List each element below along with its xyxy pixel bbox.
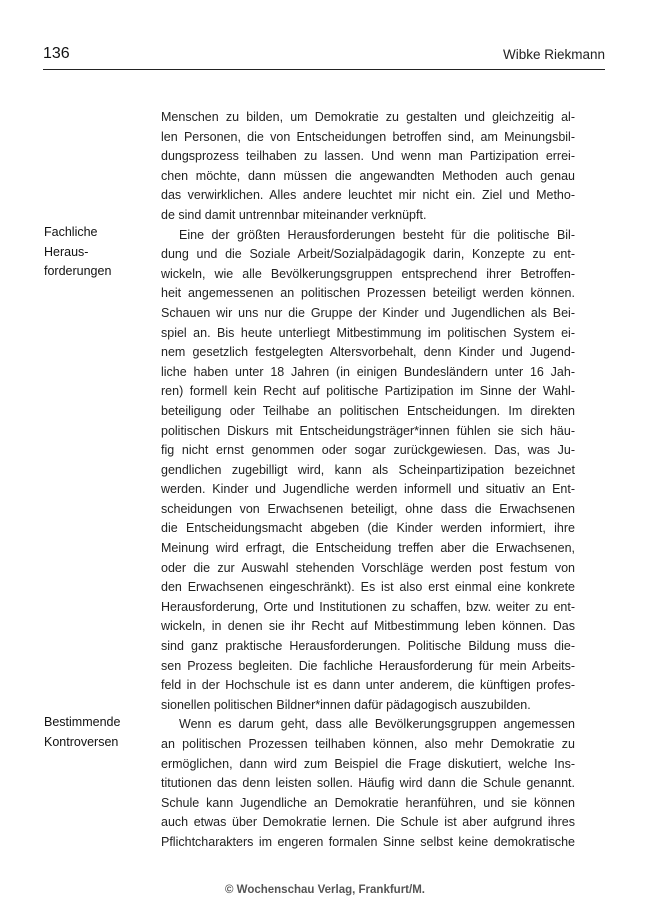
text-line: werden. Kinder und Jugendliche werden informell und situativ an Ent- (161, 482, 575, 497)
text-line: scheidungen von Erwachsenen beteiligt, ohne dass die Erwachsenen (161, 501, 575, 516)
text-line: Menschen zu bilden, um Demokratie zu gestalten und gleichzeitig al- (161, 110, 575, 124)
text-line: das verwirklichen. Alles andere leuchtet mir nicht ein. Ziel und Metho- (161, 188, 575, 203)
margin-note-line: Bestimmende (44, 715, 121, 729)
text-line: Herausforderung, Orte und Institutionen zu schaffen, bzw. weiter zu ent- (161, 599, 575, 614)
text-line: ren) formell kein Recht auf politische Partizipation im Sinne der Wahl- (161, 384, 575, 399)
text-line: gendlichen zugebilligt wird, kann als Scheinpartizipation bezeichnet (161, 462, 575, 477)
text-line: Schauen wir uns nur die Gruppe der Kinder und Jugendlichen als Bei- (161, 305, 575, 320)
text-line: wickeln, wie alle Bevölkerungsgruppen entsprechend ihrer Betroffen- (161, 266, 575, 281)
footer-copyright: © Wochenschau Verlag, Frankfurt/M. (225, 884, 425, 896)
text-line: nem gesetzlich festgelegten Altersvorbehalt, denn Kinder und Jugend- (161, 345, 575, 360)
text-line: heit angemessenen an politischen Prozessen beteiligt werden können. (161, 286, 575, 301)
text-line: Meinung wird erfragt, die Entscheidung treffen aber die Erwachsenen, (161, 541, 575, 556)
text-line: Pflichtcharakters im engeren formalen Sinne selbst keine demokratische (161, 834, 575, 849)
text-line: Eine der größten Herausforderungen besteht für die politische Bil- (179, 227, 575, 242)
body-text (161, 108, 575, 853)
text-line: de sind damit untrennbar miteinander verknüpft. (161, 207, 427, 222)
margin-note-line: Kontroversen (44, 734, 119, 749)
text-line: den Erwachsenen eingeschränkt). Es ist also erst einmal eine konkrete (161, 580, 575, 595)
text-line: fig nicht ernst genommen oder sogar zurückgewiesen. Das, was Ju- (161, 443, 575, 458)
text-line: politischen Diskurs mit Entscheidungsträger*innen fühlen sie sich häu- (161, 423, 575, 438)
margin-note-line: forderungen (44, 264, 112, 279)
text-line: titutionen das denn leisten sollen. Häufig wird dann die Schule genannt. (161, 776, 575, 791)
text-line: die Entscheidungsmacht abgeben (die Kinder werden informiert, ihre (161, 521, 575, 536)
page-number: 136 (43, 45, 70, 62)
text-line: sind ganz praktische Herausforderungen. Politische Bildung muss die- (161, 639, 575, 654)
text-line: sionellen politischen Bildner*innen dafür pädagogisch auszubilden. (161, 697, 531, 712)
text-line: liche haben unter 18 Jahren (in einigen Bundesländern unter 16 Jah- (161, 364, 575, 379)
margin-note-line: Fachliche (44, 225, 98, 239)
text-line: spiel an. Bis heute unterliegt Mitbestimmung im politischen System ei- (161, 325, 575, 340)
text-line: ermöglichen, dann wird zum Beispiel die Frage diskutiert, welche Ins- (161, 756, 575, 771)
text-line: chen möchte, dann müssen die angewandten Methoden auch genau (161, 168, 575, 183)
text-line: dungsprozess teilhaben zu lassen. Und wenn man Partizipation errei- (161, 149, 575, 164)
text-line: dung und die Soziale Arbeit/Sozialpädagogik darin, Konzepte zu ent- (161, 247, 575, 262)
margin-note-fachliche-herausforderungen (44, 223, 144, 282)
text-line: sen Prozess begleiten. Die fachliche Herausforderung für mein Arbeits- (161, 658, 575, 673)
text-line: auch etwas über Demokratie lernen. Die Schule ist aber aufgrund ihres (161, 815, 575, 830)
header-rule (43, 69, 605, 70)
text-line: feld in der Hochschule ist es dann unter anderem, die künftigen profes- (161, 678, 575, 693)
text-line: Wenn es darum geht, dass alle Bevölkerungsgruppen angemessen (179, 717, 575, 732)
running-head-author: Wibke Riekmann (502, 47, 605, 62)
text-line: beteiligung oder Teilhabe an politischen Entscheidungen. Im direkten (161, 403, 575, 418)
text-line: len Personen, die von Entscheidungen betroffen sind, am Meinungsbil- (161, 129, 575, 144)
text-line: wickeln, in denen sie ihr Recht auf Mitbestimmung leben können. Das (161, 619, 575, 634)
text-line: Schule kann Jugendliche an Demokratie heranführen, und sie können (161, 795, 575, 810)
text-line: oder die zur Auswahl stehenden Vorschläge werden post festum von (161, 560, 575, 575)
margin-note-line: Heraus- (44, 244, 89, 259)
margin-note-bestimmende-kontroversen (44, 713, 144, 752)
text-line: an politischen Prozessen teilhaben können, also mehr Demokratie zu (161, 737, 575, 751)
